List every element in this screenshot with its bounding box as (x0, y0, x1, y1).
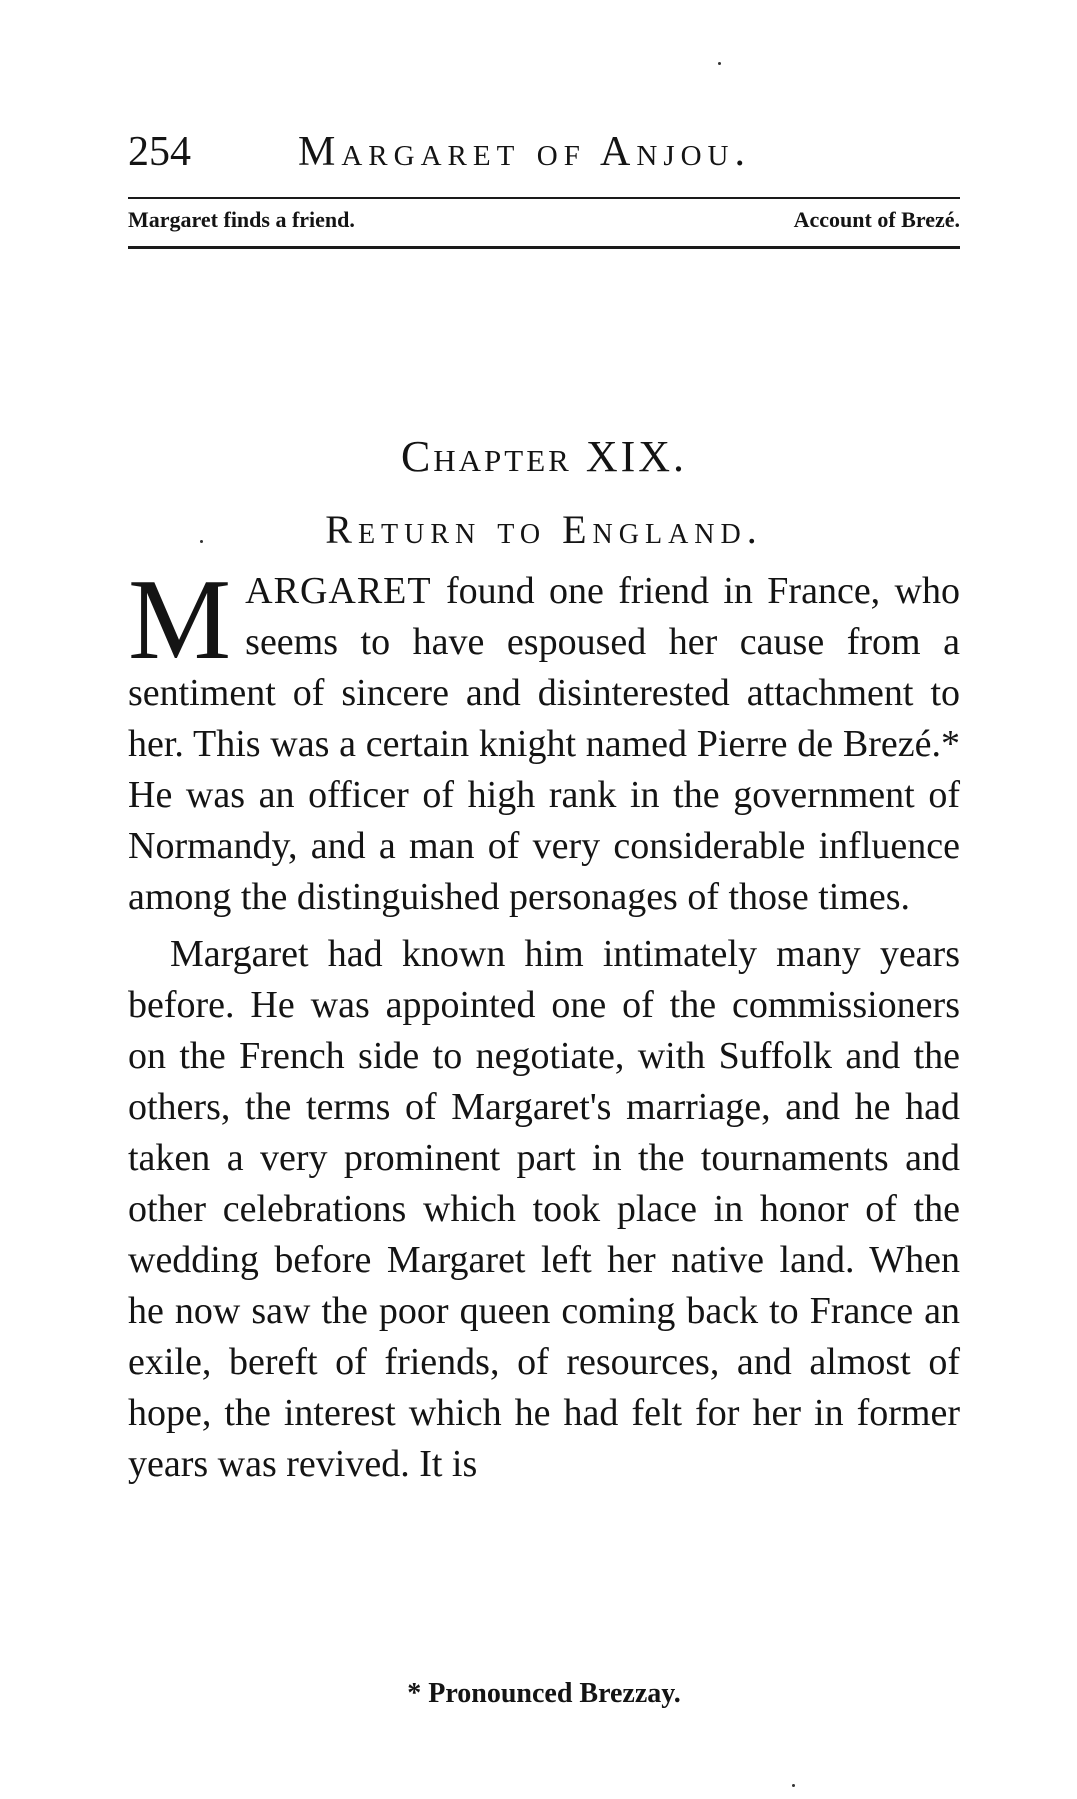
paragraph-2: Margaret had known him intimately many years before. He was appointed one of the commissioners on the French side to negotiate, with Suffolk and the others, the terms of Margaret's marriage, and he had taken a very prominent part in the tournaments and other celebrations which took place in honor of the wedding before Margaret left her native land. When he now saw the poor queen coming back to France an exile, bereft of friends, of resources, and almost of hope, the interest which he had felt for her in former years was revived. It is (128, 933, 960, 1485)
running-head (128, 126, 960, 186)
footnote: * Pronounced Brezzay. (407, 1678, 681, 1709)
side-notes (128, 205, 960, 239)
lead-caps: ARGARET (245, 570, 432, 612)
chapter-title: Chapter XIX. (400, 432, 688, 481)
header-rule-top (128, 197, 960, 199)
print-speck (718, 62, 721, 65)
page-number: 254 (128, 129, 191, 175)
paragraph-1 (128, 556, 960, 923)
side-note-right: Account of Brezé. (793, 207, 960, 232)
body-text (128, 556, 960, 1490)
header-rule-bottom (128, 246, 960, 249)
running-title: Margaret of Anjou. (298, 129, 751, 175)
print-speck (792, 1784, 795, 1787)
print-speck (200, 540, 203, 543)
side-note-left: Margaret finds a friend. (128, 207, 355, 232)
paragraph-1-text: found one friend in France, who seems to have espoused her cause from a sentiment of sincere and disinterested attachment to her. This was a certain knight named Pierre de Brezé.* He was an officer of high rank in the government of Normandy, and a man of very considerable influence among the distinguished personages of those times. (128, 570, 960, 918)
drop-cap: M (128, 556, 232, 684)
chapter-subtitle: Return to England. (325, 507, 763, 552)
